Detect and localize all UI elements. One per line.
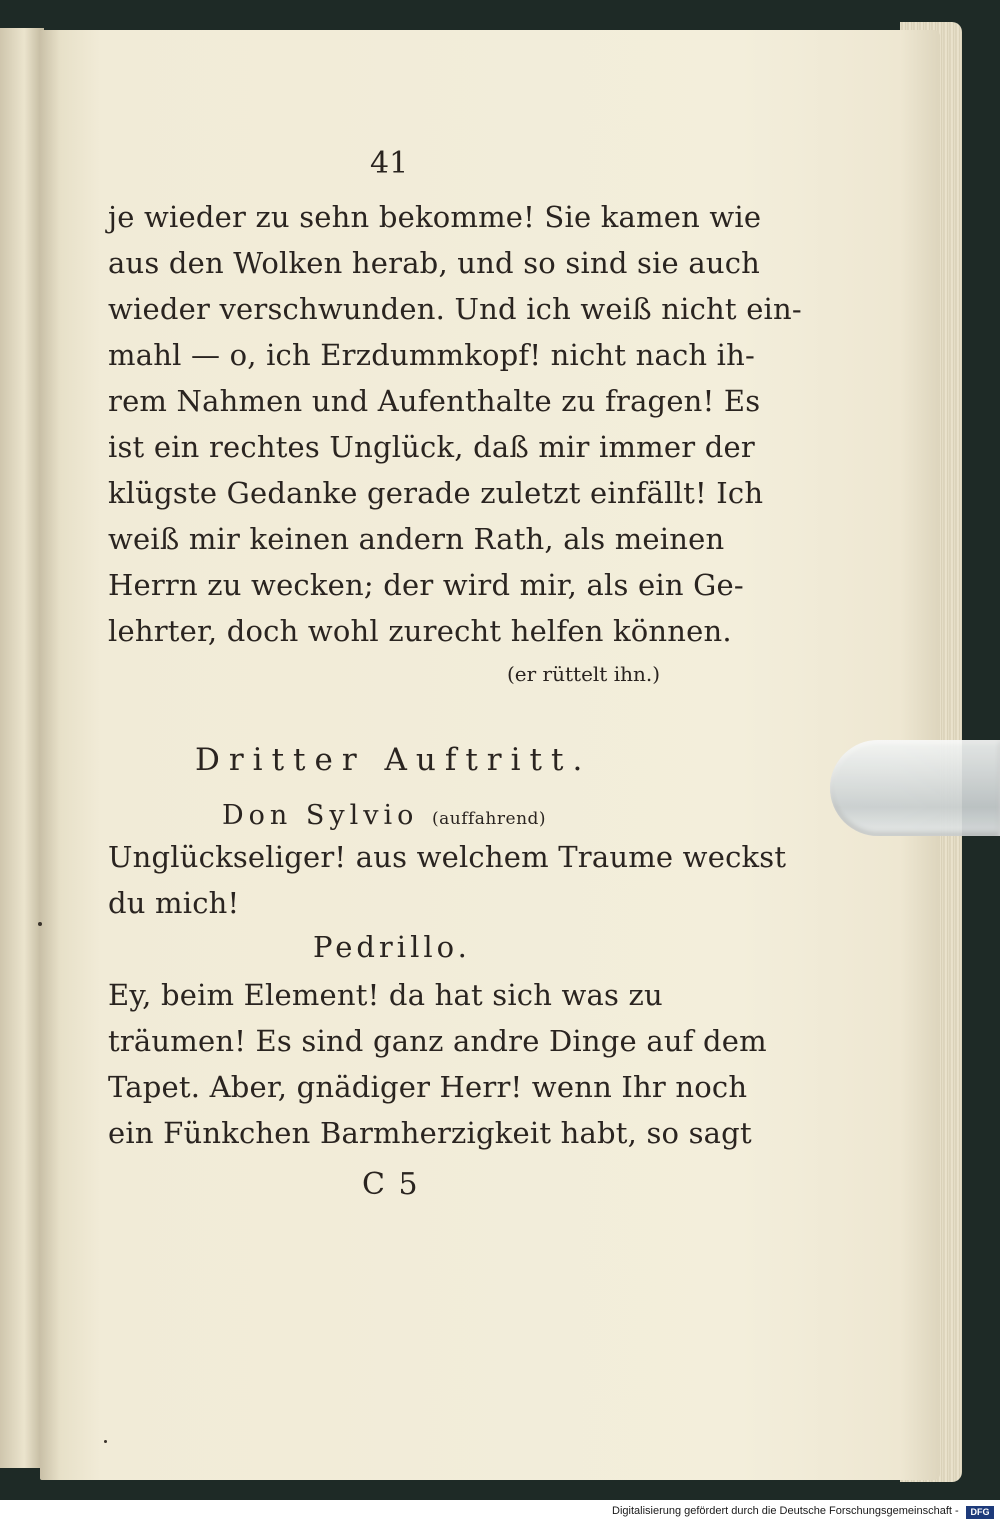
speech-line: Tapet. Aber, gnädiger Herr! wenn Ihr noch: [108, 1070, 748, 1104]
speaker-direction: (auffahrend): [432, 809, 547, 829]
text-line: je wieder zu sehn bekomme! Sie kamen wie: [108, 200, 762, 234]
text-line: rem Nahmen und Aufenthalte zu fragen! Es: [108, 384, 761, 418]
digitization-credit: Digitalisierung gefördert durch die Deutsche Forschungsgemeinschaft -: [612, 1505, 959, 1517]
speech-line: träumen! Es sind ganz andre Dinge auf dem: [108, 1024, 767, 1058]
text-line: klügste Gedanke gerade zuletzt einfällt! Ich: [108, 476, 764, 510]
speech-line: du mich!: [108, 886, 240, 920]
left-page-edge: [0, 28, 44, 1468]
page-clip: [830, 740, 1000, 836]
page-speck: [104, 1440, 107, 1443]
stage-direction: (er rüttelt ihn.): [507, 662, 661, 686]
signature-mark: C 5: [362, 1167, 420, 1202]
text-line: weiß mir keinen andern Rath, als meinen: [108, 522, 725, 556]
speaker-label: Don Sylvio: [222, 800, 419, 831]
speech-line: Unglückseliger! aus welchem Traume weckst: [108, 840, 787, 874]
text-line: mahl — o, ich Erzdummkopf! nicht nach ih-: [108, 338, 756, 372]
page-speck: [38, 922, 42, 926]
speech-line: Ey, beim Element! da hat sich was zu: [108, 978, 663, 1012]
scene-heading: Dritter Auftritt.: [195, 742, 592, 778]
text-line: Herrn zu wecken; der wird mir, als ein Ge-: [108, 568, 744, 602]
dfg-logo: DFG: [966, 1506, 994, 1519]
page-number: 41: [370, 146, 409, 181]
text-line: wieder verschwunden. Und ich weiß nicht ein-: [108, 292, 802, 326]
speaker-name-2: Pedrillo.: [313, 930, 471, 964]
text-line: ist ein rechtes Unglück, daß mir immer der: [108, 430, 755, 464]
text-line: lehrter, doch wohl zurecht helfen können.: [108, 614, 732, 648]
speech-line: ein Fünkchen Barmherzigkeit habt, so sagt: [108, 1116, 752, 1150]
speaker-name: [222, 800, 546, 831]
text-line: aus den Wolken herab, und so sind sie auch: [108, 246, 761, 280]
